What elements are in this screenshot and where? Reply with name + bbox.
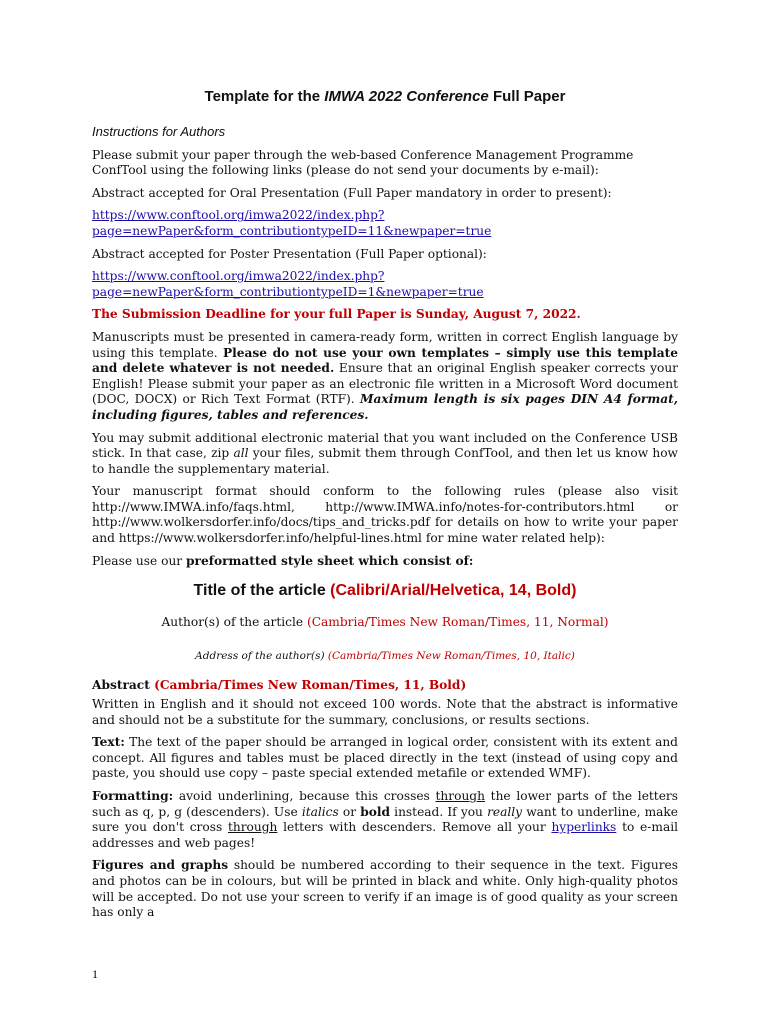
oral-presentation-label: Abstract accepted for Oral Presentation (Full Paper mandatory in order to present): bbox=[92, 185, 612, 200]
manuscripts-paragraph: Manuscripts must be presented in camera-ready form, written in correct English language by using this template. Please do not use your own templates – simply use this template and delete whatever is not needed. Ensure that an original English speaker corrects your English! Please submit your paper as an electronic file written in a Microsoft Word document (DOC, DOCX) or Rich Text Format (RTF). Maximum length is six pages DIN A4 format, including figures, tables and references. bbox=[92, 329, 678, 422]
poster-submission-link[interactable]: https://www.conftool.org/imwa2022/index.php? page=newPaper&form_contributiontypeID=1&newpaper=true bbox=[92, 269, 484, 299]
abstract-body: Written in English and it should not exceed 100 words. Note that the abstract is informative and should not be a substitute for the summary, conclusions, or results sections. bbox=[92, 697, 678, 727]
address-sample: Address of the author(s) (Cambria/Times New Roman/Times, 10, Italic) bbox=[195, 649, 575, 662]
poster-submission-link-block bbox=[92, 269, 678, 300]
format-rules-paragraph: Your manuscript format should conform to the following rules (please also visit http://www.IMWA.info/faqs.html, http://www.IMWA.info/notes-for-contributors.html or http://www.wolkersdorfer.info/docs/tips_and_tricks.pdf for details on how to write your paper and https://www.wolkersdorfer.info/helpful-lines.html for mine water related help): bbox=[92, 484, 678, 546]
page-number: 1 bbox=[92, 967, 98, 981]
poster-presentation-label: Abstract accepted for Poster Presentation (Full Paper optional): bbox=[92, 246, 487, 261]
submission-deadline: The Submission Deadline for your full Paper is Sunday, August 7, 2022. bbox=[92, 307, 581, 322]
additional-material-paragraph: You may submit additional electronic material that you want included on the Conference USB stick. In that case, zip all your files, submit them through ConfTool, and then let us know how to handle the supplementary material. bbox=[92, 430, 678, 476]
instructions-heading: Instructions for Authors bbox=[92, 124, 226, 139]
style-sheet-intro: Please use our preformatted style sheet which consist of: bbox=[92, 553, 474, 568]
authors-sample: Author(s) of the article (Cambria/Times New Roman/Times, 11, Normal) bbox=[161, 615, 609, 630]
article-title-sample: Title of the article (Calibri/Arial/Helvetica, 14, Bold) bbox=[193, 582, 577, 600]
abstract-heading: Abstract (Cambria/Times New Roman/Times, 11, Bold) bbox=[92, 678, 467, 693]
oral-submission-link-block bbox=[92, 208, 678, 239]
figures-paragraph: Figures and graphs should be numbered according to their sequence in the text. Figures and photos can be in colours, but will be printed in black and white. Only high-quality photos will be accepted. Do not use your screen to verify if an image is of good quality as your screen has only a bbox=[92, 858, 678, 920]
oral-submission-link[interactable]: https://www.conftool.org/imwa2022/index.php? page=newPaper&form_contributiontypeID=11&newpaper=true bbox=[92, 208, 492, 238]
text-paragraph: Text: The text of the paper should be arranged in logical order, consistent with its extent and concept. All figures and tables must be placed directly in the text (instead of using copy and paste, you should use copy – paste special extended metafile or extended WMF). bbox=[92, 735, 678, 781]
hyperlinks-link[interactable]: hyperlinks bbox=[551, 820, 617, 835]
formatting-paragraph: Formatting: avoid underlining, because this crosses through the lower parts of the letters such as q, p, g (descenders). Use italics or bold instead. If you really want to underline, make sure you don't cross through letters with descenders. Remove all your hyperlinks to e-mail addresses and web pages! bbox=[92, 789, 679, 850]
document-title: Template for the IMWA 2022 Conference Full Paper bbox=[204, 88, 566, 105]
intro-paragraph: Please submit your paper through the web-based Conference Management Programme ConfTool using the following links (please do not send your documents by e-mail): bbox=[92, 147, 634, 178]
